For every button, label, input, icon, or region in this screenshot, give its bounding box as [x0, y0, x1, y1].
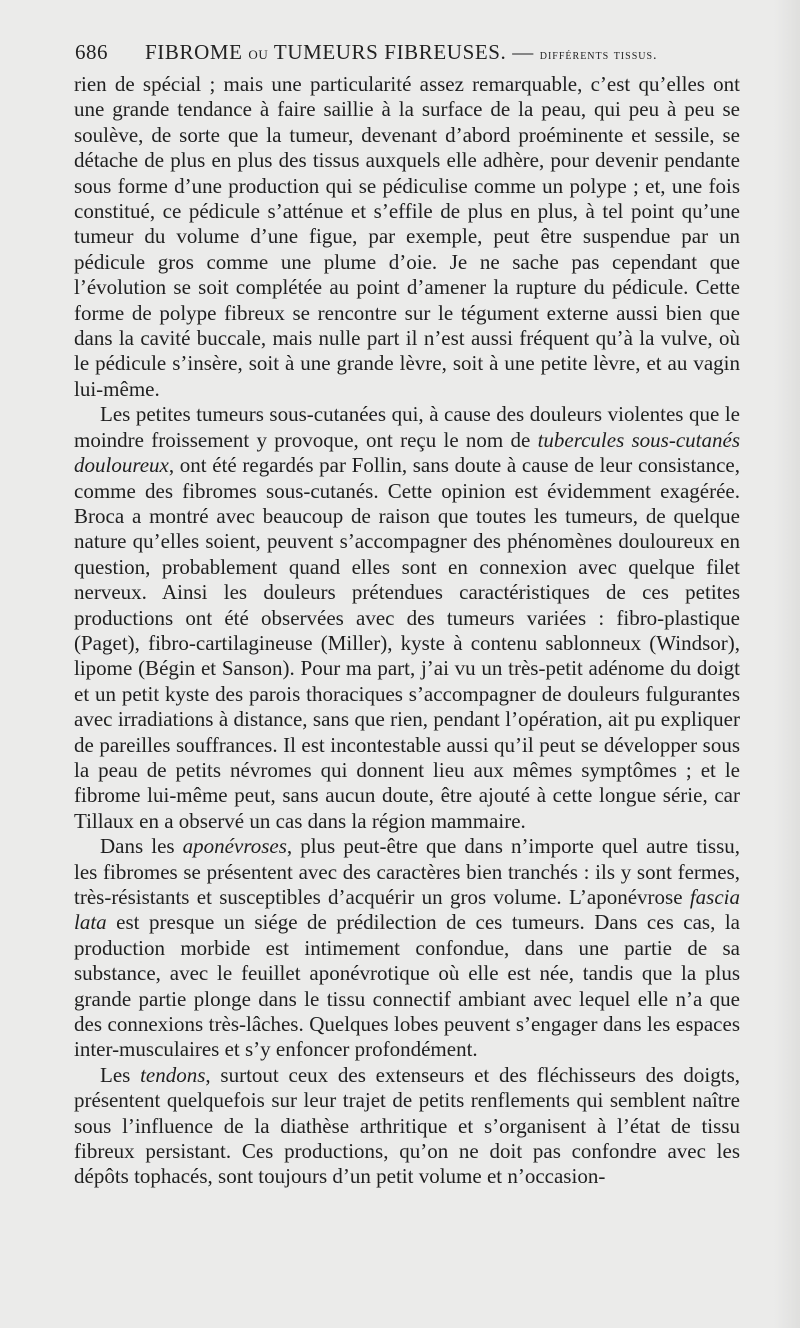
paragraph — [74, 1063, 740, 1190]
paragraph-text: Les — [100, 1062, 141, 1087]
paragraph — [74, 402, 740, 834]
title-part-2: TUMEURS FIBREUSES. — [273, 40, 507, 64]
paragraph — [74, 834, 740, 1063]
italic-term: tendons — [140, 1062, 206, 1087]
body-text — [74, 72, 740, 1190]
section-title: différents tissus. — [539, 48, 658, 63]
paragraph — [74, 72, 740, 402]
page-edge-shadow — [774, 0, 800, 1328]
paragraph-text: rien de spécial ; mais une particularité assez remarquable, c’est qu’elles ont une grande tendance à faire saillie à la surface de la peau, qui peu à peu se soulève, de sorte que la tumeur, devenant d’abord proéminente et sessile, se détache de plus en plus des tissus auxquels elle adhère, pour devenir pendante sous forme d’une production qui se pédiculise comme un polype ; et, une fois constitué, ce pédicule s’atténue et s’effile de plus en plus, à tel point qu’une tumeur du volume d’une figue, par exemple, peut être suspendue par un pédicule gros comme une plume d’oie. Je ne sache pas cependant que l’évolution se soit complétée au point d’amener la rupture du pédicule. Cette forme de polype fibreux se rencontre sur le tégument externe aussi bien que dans la cavité buccale, mais nulle part il n’est aussi fréquent qu’à la vulve, où le pédicule s’insère, soit à une grande lèvre, soit à une petite lèvre, et au vagin lui-même. — [74, 72, 740, 401]
paragraph-text: , surtout ceux des extenseurs et des fléchisseurs des doigts, présentent quelquefois sur leur trajet de petits renflements qui semblent naître sous l’influence de la diathèse arthritique et s’organisent à l’état de tissu fibreux persistant. Ces productions, qu’on ne doit pas confondre avec les dépôts tophacés, sont toujours d’un petit volume et n’occasion- — [74, 1062, 740, 1189]
title-part-1: FIBROME — [145, 40, 243, 64]
paragraph-text: est presque un siége de prédilection de ces tumeurs. Dans ces cas, la production morbide est intimement confondue, dans une partie de sa substance, avec le feuillet aponévrotique où elle est née, tandis que la plus grande partie plonge dans le tissu connectif ambiant avec lequel elle n’a que des connexions très-lâches. Quelques lobes peuvent s’engager dans les espaces inter-musculaires et s’y enfoncer profondément. — [74, 910, 740, 1062]
running-title — [145, 40, 658, 65]
running-header — [75, 40, 745, 74]
italic-term: tubercules sous-cutanés douloureux — [74, 427, 740, 478]
italic-term: aponévroses — [182, 834, 287, 859]
paragraph-text: , plus peut-être que dans n’importe quel autre tissu, les fibromes se présentent avec des caractères bien tranchés : ils y sont fermes, très-résistants et susceptibles d’acquérir un gros volume. L’aponévrose — [74, 834, 740, 909]
title-dash: — — [512, 40, 534, 64]
page-number: 686 — [75, 40, 108, 64]
paragraph-text: , ont été regardés par Follin, sans doute à cause de leur consistance, comme des fibromes sous-cutanés. Cette opinion est évidemment exagérée. Broca a montré avec beaucoup de raison que toutes les tumeurs, de quelque nature qu’elles soient, peuvent s’accompagner des phénomènes douloureux en question, probablement quand elles sont en connexion avec quelque filet nerveux. Ainsi les douleurs prétendues caractéristiques de ces petites productions ont été observées avec des tumeurs variées : fibro-plastique (Paget), fibro-cartilagineuse (Miller), kyste à contenu sablonneux (Windsor), lipome (Bégin et Sanson). Pour ma part, j’ai vu un très-petit adénome du doigt et un petit kyste des parois thoraciques s’accompagner de douleurs fulgurantes avec irradiations à distance, sans que rien, pendant l’opération, ait pu expliquer de pareilles souffrances. Il est incontestable aussi qu’il peut se développer sous la peau de petits névromes qui donnent lieu aux mêmes symptômes ; et le fibrome lui-même peut, sans aucun doute, être ajouté à cette longue série, car Tillaux en a observé un cas dans la région mammaire. — [74, 453, 740, 833]
paragraph-text: Dans les — [100, 834, 183, 859]
paragraph-text: Les petites tumeurs sous-cutanées qui, à cause des douleurs violentes que le moindre froissement y provoque, ont reçu le nom de — [74, 402, 740, 452]
title-conjunction: ou — [248, 43, 269, 63]
italic-term: fascia lata — [74, 885, 740, 935]
